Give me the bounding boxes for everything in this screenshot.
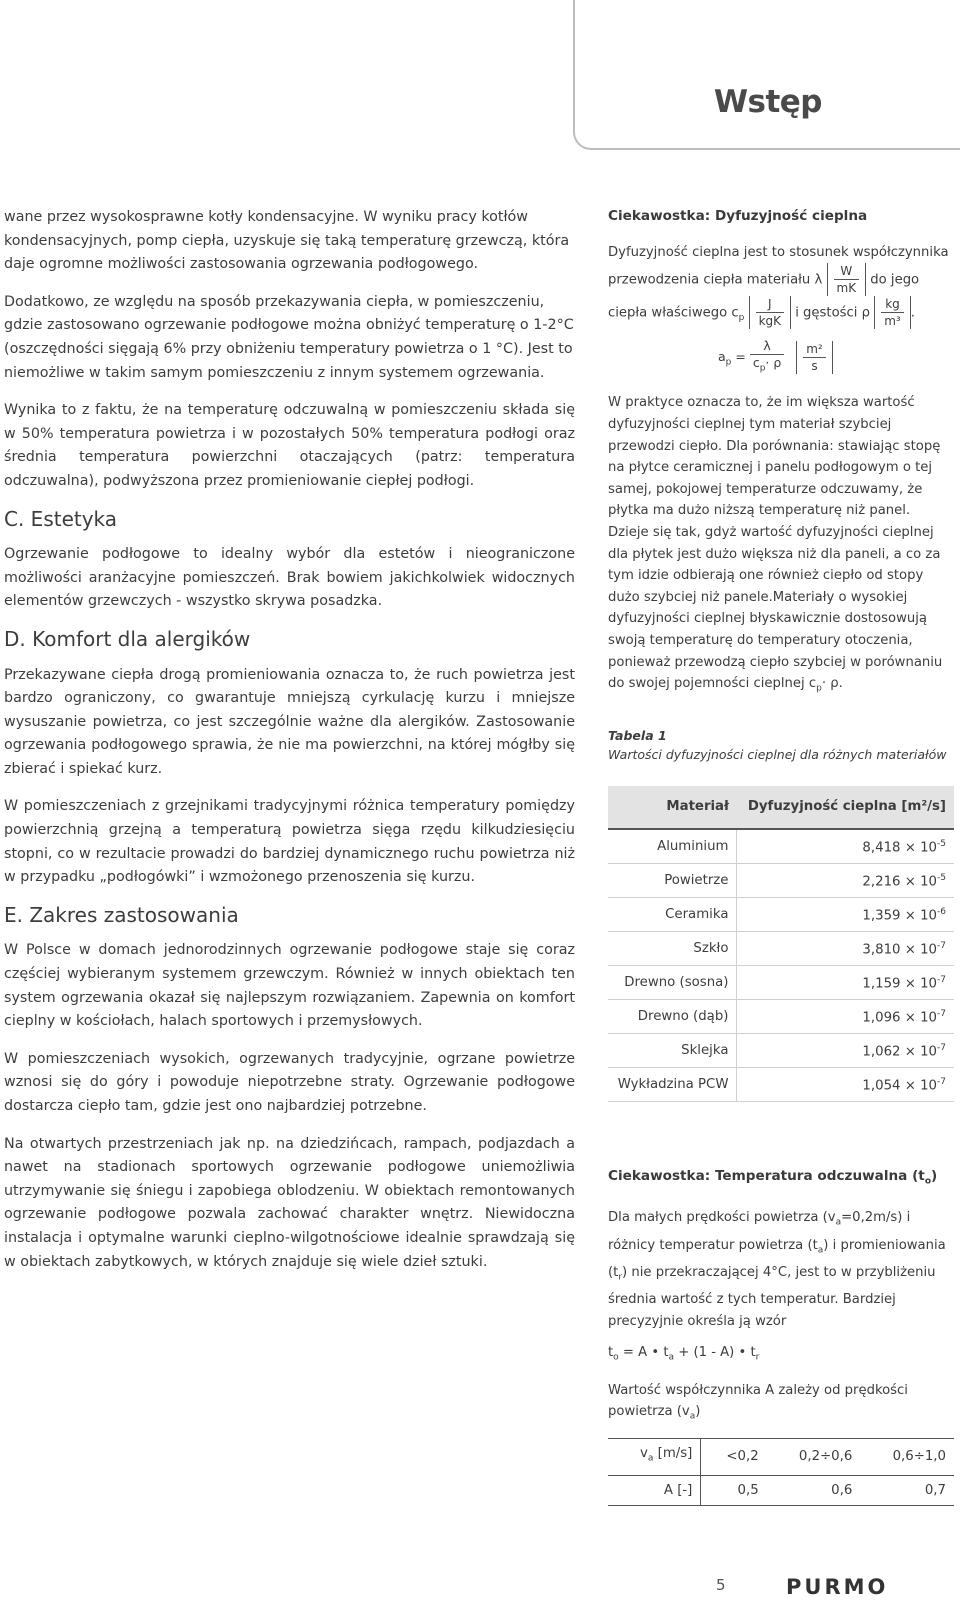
diffusivity-explanation: W praktyce oznacza to, że im większa wartość dyfuzyjności cieplnej tym materiał szybciej przewodzi ciepło. Dla porównania: stawiając stopę na płytce ceramicznej i panelu podłogowym o tej samej, pokojowej temperaturze odczuwamy, że płytka ma dużo niższą temperaturę niż panel. Dzieje się tak, gdyż wartość dyfuzyjności cieplnej dla płytek jest dużo większa niż dla paneli, a co za tym idzie odbierają one również ciepło od stopy dużo szybciej niż panele.Materiały o wysokiej dyfuzyjności cieplnej błyskawicznie dostosowują swoją temperaturę do temperatury otoczenia, ponieważ przewodzą ciepło szybciej w porównaniu do swojej pojemności cieplnej $c_p\cdot \rho$. (608, 395, 943, 694)
paragraph: Ogrzewanie podłogowe to idealny wybór dla estetów i nieograniczone możliwości aranżacyjne pomieszczeń. Brak bowiem jakichkolwiek widocznych elementów grzewczych - wszystko skrywa posadzka. (4, 546, 575, 610)
paragraph: Przekazywane ciepła drogą promieniowania oznacza to, że ruch powietrza jest bardzo ograniczony, co gwarantuje mniejszą cyrkulację kurzu i mniejsze wysuszanie powietrza, co jest szczególnie ważne dla alergików. Zastosowanie ogrzewania podłogowego sprawia, że nie ma powierzchni, na której mógłby się zbierać i spiekać kurz. (4, 666, 575, 777)
table-caption: Tabela 1 Wartości dyfuzyjności cieplnej dla różnych materiałów (608, 728, 947, 763)
table-row: Sklejka $1,062 \times 10^{-7}$ (608, 1034, 954, 1068)
table-row: Drewno (dąb) $1,096 \times 10^{-7}$ (608, 1000, 954, 1034)
table-row: Drewno (sosna) $1,159 \times 10^{-7}$ (608, 966, 954, 1000)
paragraph: W pomieszczeniach z grzejnikami tradycyjnymi różnica temperatury pomiędzy powierzchnią grzejną a temperaturą powietrza sięga rzędu kilkudziesięciu stopni, co w rezultacie prowadzi do bardziej dynamicznego ruchu powietrza niż w przypadku „podłogówki” i wzmożonego przenoszenia się kurzu. (4, 798, 575, 886)
section-heading-d: D. Komfort dla alergików (4, 626, 251, 651)
coefficient-table (608, 1438, 954, 1506)
table-header: Dyfuzyjność cieplna [m²/s] (737, 786, 954, 829)
table-row: Wykładzina PCW $1,054 \times 10^{-7}$ (608, 1068, 954, 1102)
felt-temperature-text: Dla małych prędkości powietrza $(v_a=0,2m/s)$ i różnicy temperatur powietrza $(t_a)$ i promieniowania $(t_r)$ nie przekraczającej 4°C, jest to w przybliżeniu średnia wartość z tych temperatur. Bardziej precyzyjnie określa ją wzór (608, 1210, 946, 1329)
table-row: Aluminium $8,418 \times 10^{-5}$ (608, 829, 954, 864)
sidebar-box-title: Ciekawostka: Dyfuzyjność cieplna (608, 208, 868, 224)
sidebar-box-title: Ciekawostka: Temperatura odczuwalna $(t_o)$ (608, 1168, 938, 1187)
paragraph: W pomieszczeniach wysokich, ogrzewanych tradycyjnie, ogrzane powietrze wznosi się do góry i powoduje niepotrzebne straty. Ogrzewanie podłogowe dostarcza ciepło tam, gdzie jest ono najbardziej potrzebne. (4, 1050, 575, 1114)
paragraph: W Polsce w domach jednorodzinnych ogrzewanie podłogowe staje się coraz częściej wybieranym systemem grzewczym. Również w innych obiektach ten system ogrzewania okazał się najlepszym rozwiązaniem. Zapewnia on komfort cieplny w kościołach, halach sportowych i przemysłowych. (4, 942, 575, 1030)
coefficient-text: Wartość współczynnika A zależy od prędkości powietrza $(v_a)$ (608, 1382, 908, 1422)
section-heading-c: C. Estetyka (4, 506, 118, 531)
table-row: A [-] 0,5 0,6 0,7 (608, 1475, 954, 1506)
unit-bracket: $\frac{J}{\text{kgK}}$ (749, 296, 791, 329)
table-row: Ceramika $1,359 \times 10^{-6}$ (608, 898, 954, 932)
page-number: 5 (716, 1576, 726, 1594)
table-header: Materiał (608, 786, 737, 829)
paragraph: Dodatkowo, ze względu na sposób przekazywania ciepła, w pomieszczeniu, gdzie zastosowano ogrzewanie podłogowe można obniżyć temperaturę o 1-2°C (oszczędności sięgają 6% przy obniżeniu temperatury powietrza o 1 °C). Jest to niemożliwe w takim samym pomieszczeniu z innym systemem ogrzewania. (4, 293, 574, 381)
table-row: $v_a$ [m/s] <0,2 0,2÷0,6 0,6÷1,0 (608, 1439, 954, 1475)
right-column (608, 206, 954, 1506)
brand-logo: PURMO (786, 1575, 889, 1599)
diffusivity-table (608, 786, 954, 1102)
diffusivity-formula: $a_p$ = $\frac{\lambda}{c_p\cdot \rho}$ $\frac{\text{m²}}{s}$ (718, 338, 954, 377)
table-row: Powietrze $2,216 \times 10^{-5}$ (608, 863, 954, 897)
felt-temperature-formula: $t_o = A$ • $t_a + (1 - A)$ • $t_r$ (608, 1345, 760, 1363)
header-box (573, 0, 960, 150)
left-column (4, 206, 575, 1288)
table-row: Szkło $3,810 \times 10^{-7}$ (608, 932, 954, 966)
paragraph: Wynika to z faktu, że na temperaturę odczuwalną w pomieszczeniu składa się w 50% temperatura powietrza i w pozostałych 50% temperatura podłogi oraz średnia temperatura powierzchni otaczających (patrz: temperatura odczuwalna), podwyższona przez promieniowanie ciepłej podłogi. (4, 402, 575, 489)
diffusivity-definition: Dyfuzyjność cieplna jest to stosunek współczynnika przewodzenia ciepła materiału λ $\frac{W}{mK}$ do jego ciepła właściwego $c_p$ $\frac{J}{\text{kgK}}$ i gęstości ρ $\frac{kg}{\text{m³}}$ . (608, 244, 949, 329)
unit-bracket: $\frac{W}{mK}$ (827, 263, 867, 296)
page-title: Wstęp (713, 84, 822, 120)
paragraph: wane przez wysokosprawne kotły kondensacyjne. W wyniku pracy kotłów kondensacyjnych, pomp ciepła, uzyskuje się taką temperaturę grzewczą, która daje ogromne możliwości zastosowania ogrzewania podłogowego. (4, 209, 570, 273)
unit-bracket: $\frac{kg}{\text{m³}}$ (874, 296, 911, 329)
paragraph: Na otwartych przestrzeniach jak np. na dziedzińcach, rampach, podjazdach a nawet na stadionach sportowych ogrzewanie podłogowe uniemożliwia utrzymywanie się śniegu i zapobiega oblodzeniu. W obiektach remontowanych ogrzewanie podłogowe pozwala zachować charakter wnętrz. Niewidoczna instalacja i optymalne warunki cieplno-wilgotnościowe idealnie sprawdzają się w obiektach zabytkowych, w których znajduje się wiele dzieł sztuki. (4, 1135, 575, 1270)
section-heading-e: E. Zakres zastosowania (4, 902, 239, 927)
